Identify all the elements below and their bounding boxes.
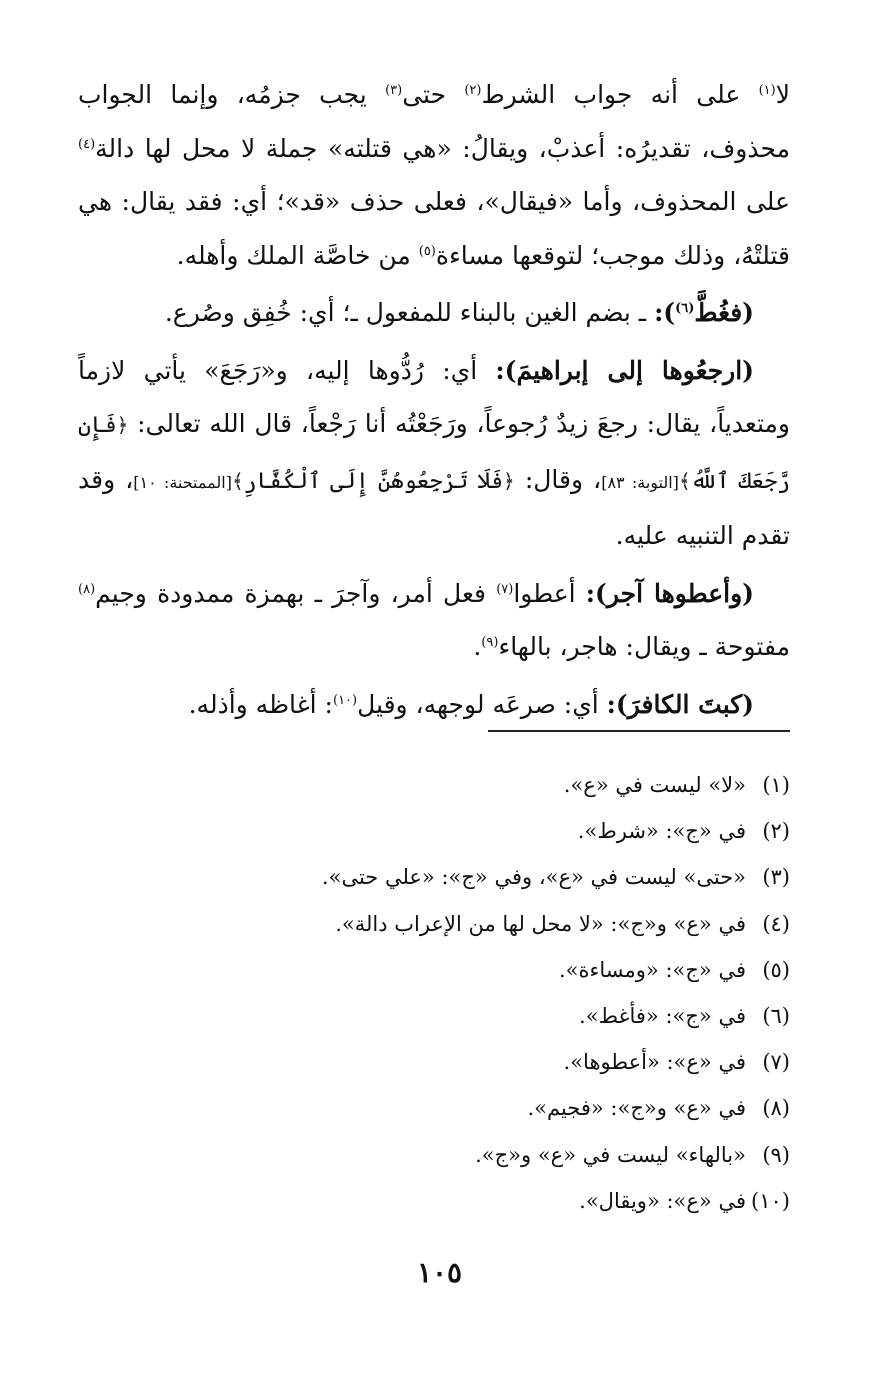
footnote-text: في «ج»: «ومساءة». (559, 957, 746, 982)
paragraph-5 (78, 678, 790, 732)
footnote-number: (٣) (762, 865, 790, 890)
headword: (كبتَ الكافرَ): (606, 689, 754, 719)
quran-verse-2: فَلَا تَرْجِعُوهُنَّ إِلَى ٱلْكُفَّارِ (243, 468, 504, 494)
text: مفتوحة ـ ويقال: هاجر، بالهاء (498, 632, 790, 661)
footnote-number: (٢) (762, 819, 790, 844)
footnote-number: (١) (762, 773, 790, 797)
footnote-number: (٨) (762, 1096, 790, 1121)
page-body (78, 68, 790, 731)
footnote-ref-2[interactable]: (٢) (464, 83, 482, 98)
footnote-10 (150, 1178, 790, 1224)
footnote-text: في «ع» و«ج»: «فجيم». (527, 1096, 746, 1121)
main-text (78, 68, 790, 731)
text: من خاصَّة الملك وأهله. (176, 240, 419, 270)
footnote-6 (150, 993, 790, 1039)
paragraph-2 (78, 286, 790, 340)
ornate-bracket-open: ﴿ (503, 468, 515, 493)
footnote-ref-7[interactable]: (٧) (496, 581, 514, 597)
footnote-text: «لا» ليست في «ع». (563, 773, 746, 797)
text: : أغاظه وأذله. (188, 689, 333, 719)
quran-verse-1: فَإِن رَّجَعَكَ ٱللَّهُ (78, 413, 791, 494)
paragraph-3 (78, 344, 790, 563)
text: على أنه جواب الشرط (481, 80, 759, 109)
footnote-number: (٧) (762, 1050, 790, 1075)
footnote-9 (150, 1132, 790, 1178)
paragraph-1 (78, 68, 790, 282)
text: ، وقال: (514, 464, 602, 494)
headword-text: (فغُطَّ (694, 298, 754, 327)
footnote-ref-4[interactable]: (٤) (78, 136, 96, 152)
ornate-bracket-close: ﴾ (231, 468, 244, 493)
footnote-separator (488, 730, 790, 732)
footnote-5 (150, 947, 790, 993)
footnote-number: (٥) (762, 957, 790, 982)
text: أعطوا (513, 578, 586, 608)
text: يجب جزمُه، وإنما الجواب محذوف، تقديرُه: أعذبْ، ويقالُ: «هي قتلته» جملة لا محل لها دالة (78, 80, 790, 163)
footnote-number: (١٠) (751, 1188, 790, 1213)
footnote-number: (٩) (762, 1142, 790, 1167)
footnote-number: (٦) (762, 1003, 790, 1028)
footnote-ref-10[interactable]: (١٠) (332, 692, 358, 708)
text: . (473, 632, 482, 661)
footnote-text: في «ع» و«ج»: «لا محل لها من الإعراب دالة». (335, 911, 746, 936)
text: حتى (402, 80, 465, 109)
ornate-bracket-close: ﴾ (678, 468, 691, 493)
footnote-ref-6[interactable]: (٦) (675, 301, 695, 316)
text: أي: صرعَه لوجهه، وقيل (357, 689, 607, 719)
footnote-text: «بالهاء» ليست في «ع» و«ج». (475, 1142, 746, 1167)
footnote-text: في «ع»: «ويقال». (579, 1188, 746, 1213)
headword-close: ): (654, 298, 676, 327)
verse-reference-2: [الممتحنة: ١٠] (133, 472, 232, 492)
page-number: ١٠٥ (416, 1256, 463, 1289)
text: ـ بضم الغين بالبناء للمفعول ـ؛ أي: خُفِق وصُرع. (164, 298, 655, 327)
text: فعل أمر، وآجرَ ـ بهمزة ممدودة وجيم (95, 578, 497, 608)
footnote-1 (150, 762, 790, 808)
text: على المحذوف، وأما «فيقال»، فعلى حذف «قد»؛ أي: فقد يقال: هي قتلتْهُ، وذلك موجب؛ لتوقعها مساءة (78, 187, 790, 270)
footnote-text: في «ع»: «أعطوها». (563, 1050, 746, 1075)
footnote-text: في «ج»: «فأغط». (579, 1003, 746, 1028)
footnote-text: «حتى» ليست في «ع»، وفي «ج»: «علي حتى». (321, 865, 746, 890)
headword (654, 298, 754, 327)
footnote-ref-1[interactable]: (١) (758, 83, 776, 98)
text: أي: رُدُّوها إليه، و«رَجَعَ» يأتي لازماً ومتعدياً، يقال: رجعَ زيدٌ رُجوعاً، ورَجَعْتُه أنا رَجْعاً، قال الله تعالى: (78, 355, 790, 438)
headword: (وأعطوها آجر): (585, 578, 754, 608)
footnote-number: (٤) (762, 911, 790, 936)
verse-reference-1: [التوبة: ٨٣] (601, 472, 679, 492)
ornate-bracket-open: ﴿ (116, 413, 129, 437)
footnote-ref-8[interactable]: (٨) (78, 581, 96, 597)
footnote-3 (150, 854, 790, 900)
footnote-7 (150, 1039, 790, 1085)
footnote-4 (150, 901, 790, 947)
paragraph-4 (78, 567, 790, 674)
text: لا (775, 80, 790, 109)
footnote-ref-3[interactable]: (٣) (385, 83, 403, 98)
text: ، وقد تقدم التنبيه عليه. (78, 464, 790, 550)
headword: (ارجعُوها إلى إبراهيمَ): (495, 355, 754, 385)
footnote-ref-5[interactable]: (٥) (418, 243, 436, 259)
footnote-8 (150, 1085, 790, 1131)
footnote-2 (150, 808, 790, 854)
footnotes-list (150, 762, 790, 1224)
footnote-ref-9[interactable]: (٩) (481, 635, 499, 650)
footnote-text: في «ج»: «شرط». (577, 819, 746, 844)
